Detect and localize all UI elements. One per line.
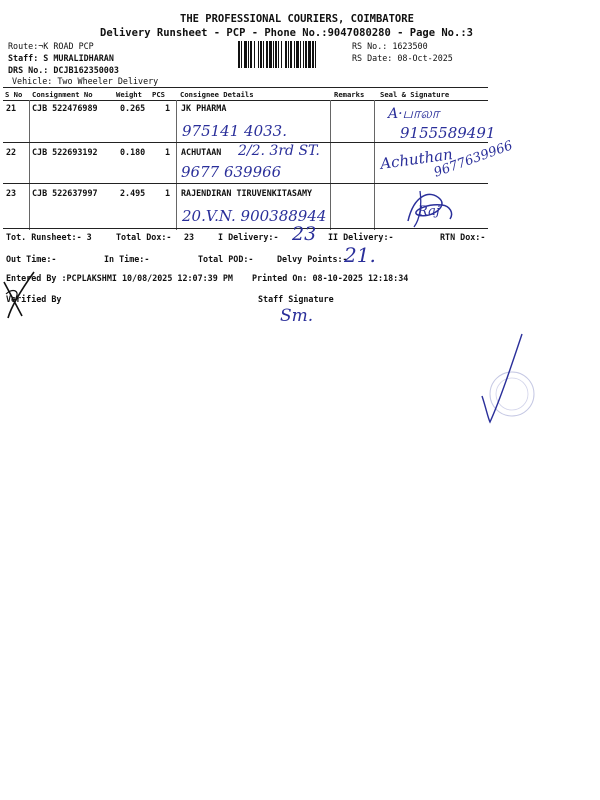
barcode-bar: [290, 41, 292, 68]
verified-by-label: Verified By: [6, 294, 62, 304]
col-separator: [176, 100, 177, 230]
barcode-bar: [294, 41, 295, 68]
row-consignment: CJB 522637997: [32, 188, 98, 198]
staff-label: Staff: S MURALIDHARAN: [8, 53, 114, 63]
runsheet-title: Delivery Runsheet - PCP - Phone No.:9047080280 - Page No.:3: [100, 27, 473, 39]
company-title: THE PROFESSIONAL COURIERS, COIMBATORE: [180, 13, 414, 25]
handwritten-phone: 9155589491: [400, 124, 496, 142]
tot-runsheet-label: Tot. Runsheet:- 3: [6, 232, 92, 242]
barcode-bar: [244, 41, 247, 68]
col-header-weight: Weight: [116, 90, 142, 99]
handwritten-phone: 20.V.N. 900388944: [182, 207, 327, 225]
col-separator: [29, 100, 30, 230]
barcode-bar: [266, 41, 268, 68]
row-consignment: CJB 522693192: [32, 147, 98, 157]
row-weight: 0.265: [120, 103, 146, 113]
row-pcs: 1: [165, 188, 171, 198]
handwritten-phone: 9677 639966: [181, 163, 282, 181]
route-label: Route:¬K ROAD PCP: [8, 41, 94, 51]
col-header-consignment: Consignment No: [32, 90, 93, 99]
barcode-bar: [315, 41, 316, 68]
barcode: [238, 41, 348, 68]
delvy-points-label: Delvy Points:-: [277, 254, 348, 264]
barcode-bar: [238, 41, 240, 68]
in-time-label: In Time:-: [104, 254, 150, 264]
barcode-bar: [241, 41, 242, 68]
col-header-pcs: PCS: [152, 90, 165, 99]
barcode-bar: [278, 41, 279, 68]
row-rule: [3, 183, 488, 184]
handwritten-signature: A·பாலா: [388, 106, 440, 122]
row-consignee: ACHUTAAN: [181, 147, 222, 157]
barcode-bar: [312, 41, 314, 68]
row-sno: 22: [6, 147, 17, 157]
barcode-bar: [269, 41, 272, 68]
row-sno: 23: [6, 188, 17, 198]
row-weight: 0.180: [120, 147, 146, 157]
barcode-bar: [273, 41, 274, 68]
handwritten-signature: Raj: [418, 204, 440, 219]
verified-tick-mark: [0, 264, 40, 322]
row-sno: 21: [6, 103, 17, 113]
row-pcs: 1: [165, 103, 171, 113]
barcode-bar: [281, 41, 282, 68]
i-delivery-label: I Delivery:-: [218, 232, 279, 242]
barcode-bar: [288, 41, 289, 68]
total-dox-label: Total Dox:-: [116, 232, 172, 242]
i-delivery-handwritten: 23: [292, 223, 317, 245]
staff-signature-label: Staff Signature: [258, 294, 334, 304]
handwritten-address: 2/2. 3rd ST.: [238, 143, 320, 159]
staff-signature-handwritten: Sm.: [280, 306, 314, 326]
rs-date-label: RS Date: 08-Oct-2025: [352, 53, 453, 63]
barcode-bar: [260, 41, 262, 68]
stamp-with-check: [470, 330, 540, 430]
rs-no-label: RS No.: 1623500: [352, 41, 428, 51]
col-separator: [330, 100, 331, 230]
barcode-bar: [296, 41, 299, 68]
barcode-bar: [308, 41, 311, 68]
total-pod-label: Total POD:-: [198, 254, 254, 264]
col-header-sno: S No: [5, 90, 23, 99]
ii-delivery-label: II Delivery:-: [328, 232, 394, 242]
row-consignment: CJB 522476989: [32, 103, 98, 113]
row-consignee: RAJENDIRAN TIRUVENKITASAMY: [181, 188, 313, 198]
total-dox-value: 23: [184, 232, 195, 242]
barcode-bar: [254, 41, 255, 68]
barcode-bar: [285, 41, 287, 68]
handwritten-phone: 9677639966: [431, 138, 515, 181]
handwritten-signature: Achuthan: [379, 145, 454, 173]
rtn-dox-label: RTN Dox:-: [440, 232, 486, 242]
barcode-bar: [305, 41, 307, 68]
row-pcs: 1: [165, 147, 171, 157]
col-separator: [374, 100, 375, 230]
printed-on-label: Printed On: 08-10-2025 12:18:34: [252, 273, 409, 283]
row-weight: 2.495: [120, 188, 146, 198]
handwritten-phone: 975141 4033.: [182, 122, 287, 140]
barcode-bar: [275, 41, 277, 68]
row-consignee: JK PHARMA: [181, 103, 227, 113]
entered-by-label: Entered By :PCPLAKSHMI 10/08/2025 12:07:39 PM: [6, 273, 233, 283]
delvy-points-handwritten: 21.: [344, 243, 376, 267]
barcode-bar: [250, 41, 252, 68]
col-header-remarks: Remarks: [334, 90, 365, 99]
drs-no-label: DRS No.: DCJB162350003: [8, 65, 119, 75]
col-header-seal-signature: Seal & Signature: [380, 90, 450, 99]
table-header-rule: [3, 100, 488, 101]
barcode-bar: [248, 41, 249, 68]
barcode-bar: [258, 41, 259, 68]
barcode-bar: [300, 41, 301, 68]
signature-scribble: [400, 185, 460, 230]
barcode-bar: [303, 41, 304, 68]
table-top-rule: [3, 87, 488, 88]
row-rule: [3, 228, 488, 229]
vehicle-label: Vehicle: Two Wheeler Delivery: [12, 76, 159, 86]
barcode-graphic: [238, 41, 348, 68]
col-header-consignee: Consignee Details: [180, 90, 254, 99]
barcode-bar: [263, 41, 264, 68]
out-time-label: Out Time:-: [6, 254, 57, 264]
